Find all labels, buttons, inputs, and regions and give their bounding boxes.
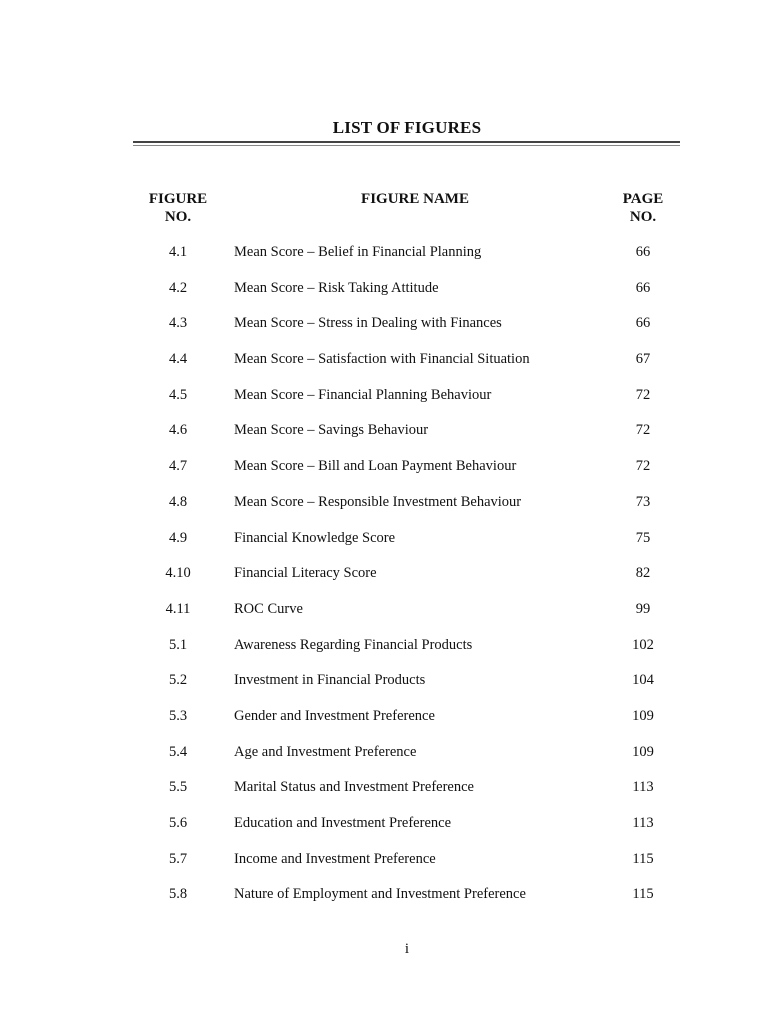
figure-page: 113 [632,815,654,831]
figure-name: Mean Score – Belief in Financial Planning [234,244,482,260]
figure-no-header-line2: NO. [164,209,192,225]
page-no-header-line1: PAGE [622,191,664,207]
page-no-header [608,190,678,226]
figure-row [0,379,768,415]
figure-number: 5.4 [168,743,188,760]
figure-row [0,343,768,379]
figure-row [0,236,768,272]
figure-number: 4.6 [168,422,188,439]
figure-row [0,807,768,843]
figure-page: 73 [635,493,651,510]
figure-page: 66 [635,315,651,332]
figure-number: 5.6 [168,815,188,831]
figure-page: 109 [632,743,654,760]
figure-row [0,593,768,629]
figure-page: 99 [635,600,651,617]
figure-number: 4.11 [165,600,191,617]
figure-number: 4.3 [168,315,188,332]
figure-row [0,307,768,343]
figure-number: 5.1 [168,636,188,653]
figure-page: 102 [632,636,654,653]
figure-number: 4.8 [168,493,188,510]
figure-page: 67 [635,351,651,368]
figure-name: Gender and Investment Preference [234,707,435,724]
figure-name: Mean Score – Bill and Loan Payment Behaviour [234,458,517,475]
figure-number: 4.10 [165,565,191,582]
page-no-header-line2: NO. [629,209,657,225]
figure-row [0,771,768,807]
figure-page: 72 [635,386,651,403]
figure-page: 66 [635,244,651,260]
figure-row [0,736,768,772]
figure-name: Nature of Employment and Investment Preference [234,886,526,903]
figure-row [0,878,768,914]
figure-number: 4.2 [168,279,188,296]
figure-row [0,700,768,736]
figure-name: Mean Score – Satisfaction with Financial Situation [234,351,530,368]
figure-row [0,450,768,486]
figure-page: 66 [635,279,651,296]
figure-name: Awareness Regarding Financial Products [234,636,473,653]
figure-name-header: FIGURE NAME [361,191,469,207]
figure-row [0,522,768,558]
figure-page: 82 [635,565,651,582]
figure-number: 5.3 [168,707,188,724]
figure-number: 4.7 [168,458,188,475]
figure-number: 5.2 [168,672,188,689]
page-number: i [404,941,410,957]
figure-page: 104 [632,672,654,689]
figure-number: 5.8 [168,886,188,903]
figure-page: 72 [635,458,651,475]
figure-name: Mean Score – Responsible Investment Behaviour [234,493,522,510]
figure-name: Mean Score – Financial Planning Behaviour [234,386,492,403]
figure-page: 113 [632,779,654,796]
figure-page: 75 [635,529,651,546]
figure-page: 109 [632,707,654,724]
figure-name: Investment in Financial Products [234,672,426,689]
figure-name: Mean Score – Savings Behaviour [234,422,429,439]
figure-name: Education and Investment Preference [234,815,452,831]
figure-name: ROC Curve [234,600,303,617]
figure-row [0,557,768,593]
figure-name: Mean Score – Risk Taking Attitude [234,279,439,296]
figure-name: Mean Score – Stress in Dealing with Finances [234,315,502,332]
title-divider [133,141,680,143]
figure-row [0,843,768,879]
figure-number: 4.9 [168,529,188,546]
figure-row [0,486,768,522]
figure-row [0,414,768,450]
figure-no-header-line1: FIGURE [148,191,208,207]
figure-name: Financial Knowledge Score [234,529,396,546]
figure-name: Marital Status and Investment Preference [234,779,474,796]
figure-row [0,664,768,700]
figure-page: 115 [632,850,654,867]
figure-page: 115 [632,886,654,903]
figure-list [0,236,768,914]
figure-name: Financial Literacy Score [234,565,377,582]
figure-page: 72 [635,422,651,439]
figure-name: Income and Investment Preference [234,850,436,867]
page-title: LIST OF FIGURES [332,118,482,137]
figure-no-header [140,190,216,226]
figure-number: 5.5 [168,779,188,796]
figure-name: Age and Investment Preference [234,743,417,760]
figure-row [0,272,768,308]
figure-number: 4.1 [168,244,188,260]
figure-number: 4.5 [168,386,188,403]
figure-row [0,629,768,665]
figure-number: 5.7 [168,850,188,867]
title-divider-secondary [133,145,680,146]
figure-number: 4.4 [168,351,188,368]
